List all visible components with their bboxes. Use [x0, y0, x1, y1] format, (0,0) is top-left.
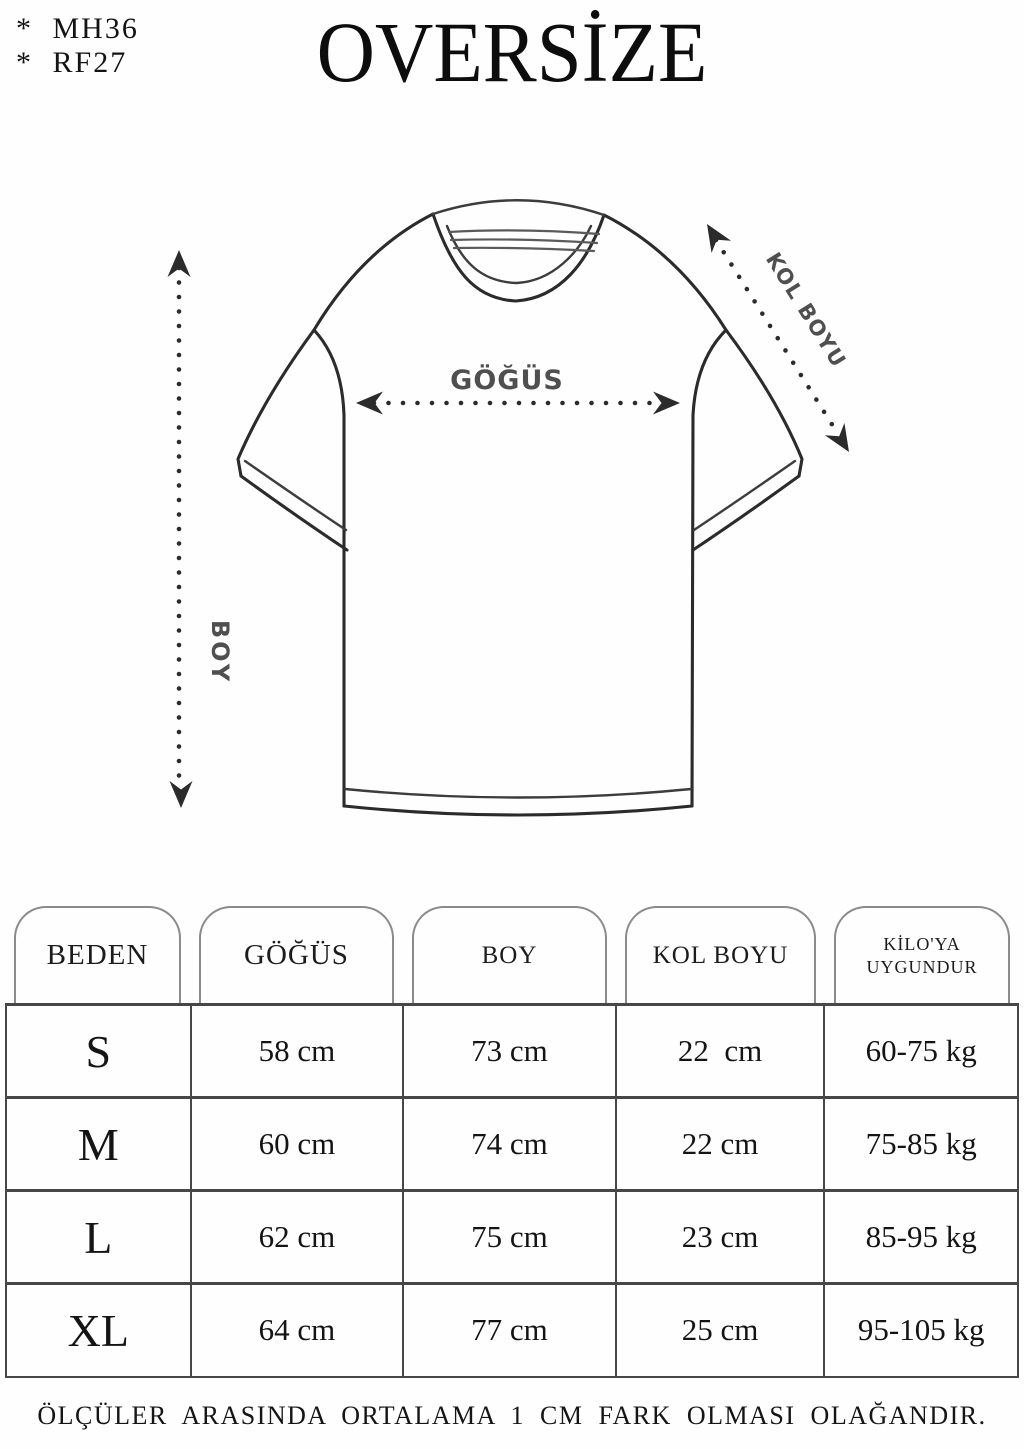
table-row-m — [6, 1098, 1018, 1191]
length-arrow — [168, 250, 193, 808]
size-cell: S — [6, 1005, 191, 1098]
table-row-l — [6, 1191, 1018, 1284]
size-cell: XL — [6, 1284, 191, 1377]
column-header-kol-boyu — [625, 906, 816, 1003]
length-cell: 75 cm — [403, 1191, 616, 1284]
column-header-kilo — [834, 906, 1010, 1003]
column-header-label: KİLO'YA UYGUNDUR — [866, 934, 978, 977]
chest-cell: 64 cm — [191, 1284, 404, 1377]
weight-cell: 60-75 kg — [824, 1005, 1018, 1098]
measurement-disclaimer: ÖLÇÜLER ARASINDA ORTALAMA 1 CM FARK OLMASI OLAĞANDIR. — [37, 1401, 987, 1430]
size-table — [5, 906, 1019, 1378]
size-cell: L — [6, 1191, 191, 1284]
chest-label: GÖĞÜS — [450, 365, 564, 396]
column-header-gogus — [199, 906, 394, 1003]
sleeve-label: KOL BOYU — [760, 248, 851, 373]
tshirt-stitch-lines — [245, 200, 795, 797]
table-row-s — [6, 1005, 1018, 1098]
column-header-label: BEDEN — [46, 939, 149, 971]
length-cell: 74 cm — [403, 1098, 616, 1191]
weight-cell: 85-95 kg — [824, 1191, 1018, 1284]
product-code-1: * MH36 — [16, 12, 139, 45]
chest-cell: 60 cm — [191, 1098, 404, 1191]
page-title: OVERSİZE — [316, 4, 708, 100]
length-cell: 73 cm — [403, 1005, 616, 1098]
column-header-label: BOY — [481, 941, 538, 969]
column-header-beden — [14, 906, 181, 1003]
size-table-grid — [5, 1003, 1019, 1378]
weight-cell: 75-85 kg — [824, 1098, 1018, 1191]
column-header-label: KOL BOYU — [652, 941, 789, 969]
size-table-header — [5, 906, 1019, 1003]
column-header-boy — [412, 906, 607, 1003]
sleeve-cell: 22 cm — [616, 1005, 825, 1098]
length-cell: 77 cm — [403, 1284, 616, 1377]
size-cell: M — [6, 1098, 191, 1191]
table-row-xl — [6, 1284, 1018, 1377]
sleeve-cell: 23 cm — [616, 1191, 825, 1284]
chest-cell: 58 cm — [191, 1005, 404, 1098]
chest-cell: 62 cm — [191, 1191, 404, 1284]
sleeve-cell: 25 cm — [616, 1284, 825, 1377]
column-header-label: GÖĞÜS — [244, 939, 349, 971]
weight-cell: 95-105 kg — [824, 1284, 1018, 1377]
tshirt-measurement-diagram — [0, 140, 1024, 880]
product-code-2: * RF27 — [16, 46, 128, 79]
sleeve-cell: 22 cm — [616, 1098, 825, 1191]
length-label: BOY — [206, 619, 234, 685]
